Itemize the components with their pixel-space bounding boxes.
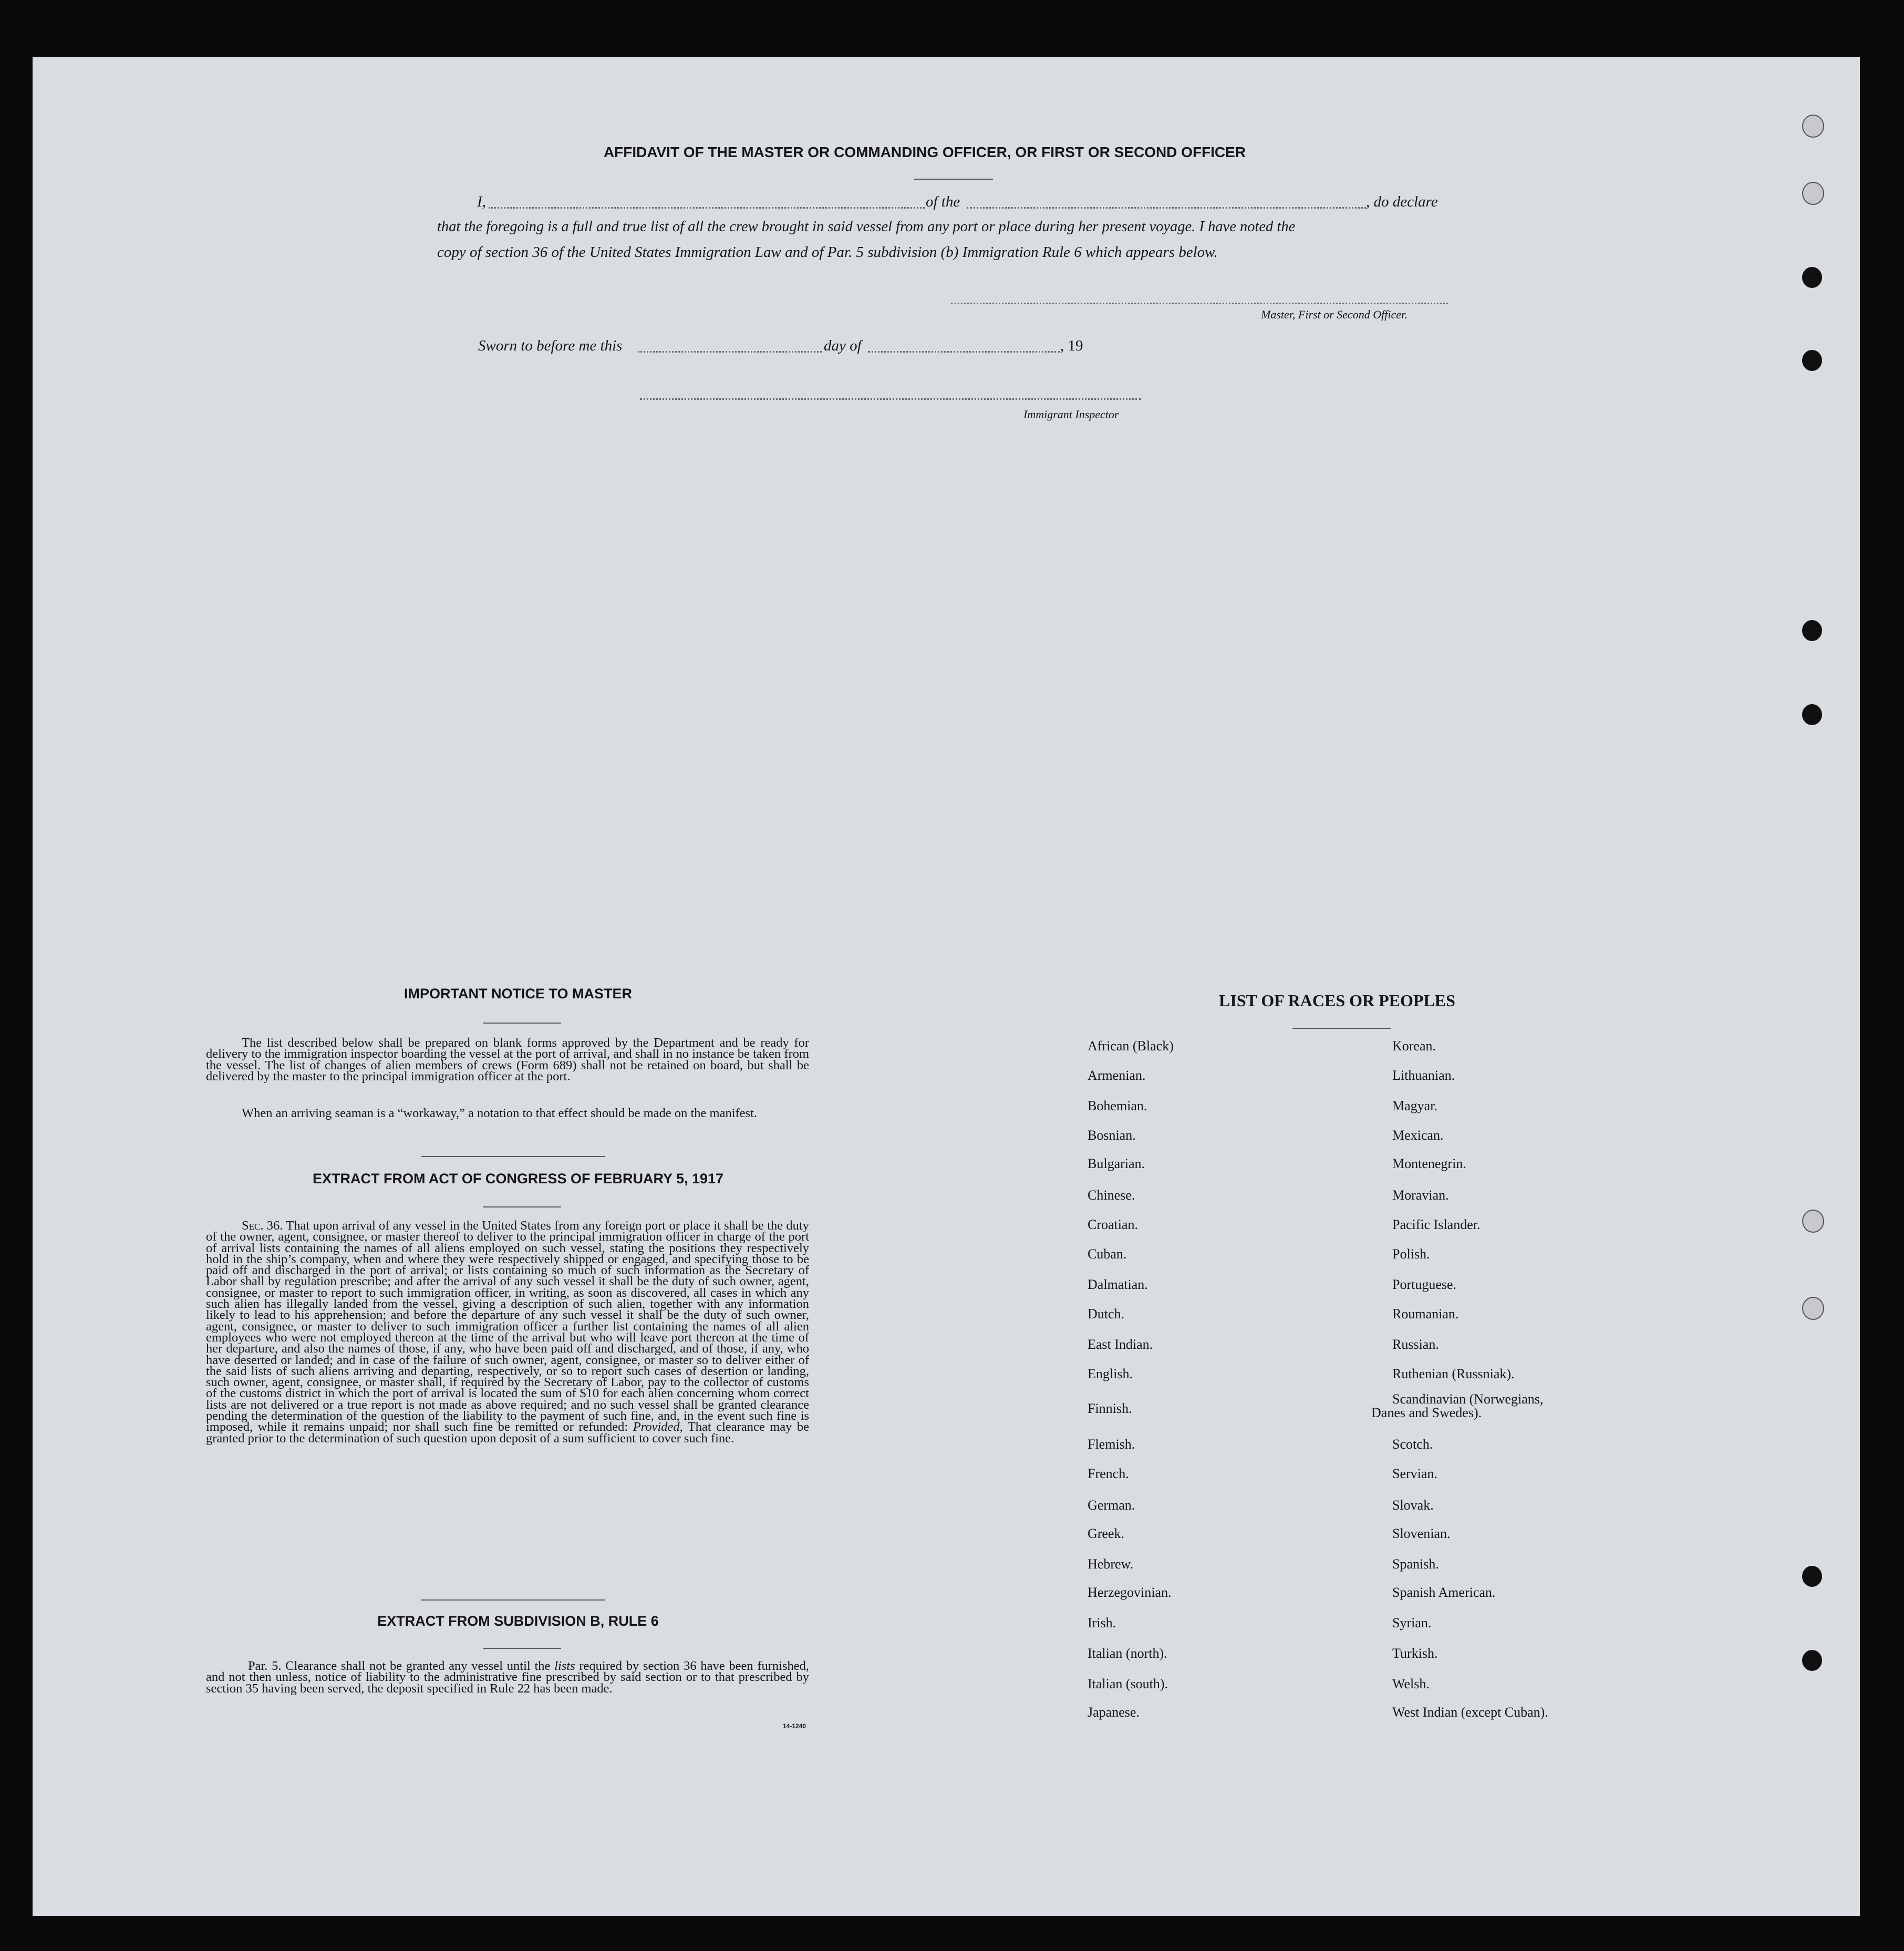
proviso-label: Provided, — [633, 1420, 683, 1434]
races-divider — [1292, 1028, 1391, 1029]
race-item: Polish. — [1392, 1246, 1430, 1262]
master-signature-blank — [951, 303, 1448, 304]
race-item: Scandinavian (Norwegians, — [1392, 1391, 1544, 1407]
binder-hole — [1802, 267, 1822, 288]
race-item: German. — [1088, 1498, 1135, 1513]
sworn-day-label: day of — [824, 337, 862, 354]
binder-hole — [1802, 1650, 1822, 1671]
race-item: Flemish. — [1088, 1437, 1135, 1452]
notice-title: IMPORTANT NOTICE TO MASTER — [404, 986, 632, 1002]
section-divider — [421, 1599, 605, 1601]
do-declare-label: , do declare — [1366, 193, 1438, 210]
binder-hole — [1802, 620, 1822, 641]
extract-act-title: EXTRACT FROM ACT OF CONGRESS OF FEBRUARY 5, 1917 — [312, 1171, 724, 1186]
race-item: Montenegrin. — [1392, 1156, 1466, 1171]
rule-6-text-start: Par. 5. Clearance shall not be granted any vessel until the — [248, 1659, 551, 1673]
inspector-caption: Immigrant Inspector — [1023, 408, 1119, 421]
race-item: Slovak. — [1392, 1498, 1434, 1513]
race-item: Lithuanian. — [1392, 1068, 1455, 1083]
race-item: Syrian. — [1392, 1615, 1432, 1630]
race-item: Greek. — [1088, 1526, 1125, 1541]
extract-act-divider — [483, 1206, 561, 1207]
race-item: Japanese. — [1088, 1705, 1140, 1720]
race-item: Bulgarian. — [1088, 1156, 1145, 1171]
sworn-month-blank — [868, 351, 1060, 353]
race-item: Spanish. — [1392, 1556, 1439, 1572]
section-divider — [421, 1156, 605, 1157]
race-item: Servian. — [1392, 1466, 1437, 1481]
form-number: 14-1240 — [783, 1722, 806, 1730]
binder-hole — [1802, 1210, 1824, 1233]
rule-6-lists-word: lists — [554, 1659, 575, 1673]
title-divider — [914, 179, 993, 180]
notice-paragraph-2 — [206, 1108, 809, 1119]
race-item: Finnish. — [1088, 1401, 1132, 1416]
extract-rule-title: EXTRACT FROM SUBDIVISION B, RULE 6 — [377, 1613, 659, 1629]
race-item: Ruthenian (Russniak). — [1392, 1366, 1515, 1381]
rule-6-text-rest: required by section 36 have been furnished, and not then unless, notice of liability to the administrative fine prescribed by said section or to that prescribed by section 35 having been served, the deposit specified in Rule 22 has been made. — [206, 1659, 809, 1696]
race-item: Italian (north). — [1088, 1646, 1167, 1661]
race-item: Roumanian. — [1392, 1306, 1459, 1322]
race-item: Dalmatian. — [1088, 1277, 1148, 1292]
race-item: West Indian (except Cuban). — [1392, 1705, 1548, 1720]
inspector-signature-blank — [640, 398, 1141, 400]
race-item: Welsh. — [1392, 1676, 1430, 1691]
extract-rule-divider — [483, 1648, 561, 1649]
race-item: Spanish American. — [1392, 1585, 1496, 1600]
binder-hole — [1802, 350, 1822, 371]
binder-hole — [1802, 1566, 1822, 1587]
race-item: English. — [1088, 1366, 1133, 1381]
race-item: Cuban. — [1088, 1246, 1127, 1262]
race-item: Armenian. — [1088, 1068, 1146, 1083]
race-item: Mexican. — [1392, 1128, 1444, 1143]
affidavit-line-3: copy of section 36 of the United States Immigration Law and of Par. 5 subdivision (b) Immigration Rule 6 which appears below. — [437, 244, 1218, 261]
binder-hole — [1802, 1297, 1824, 1320]
binder-hole — [1802, 704, 1822, 725]
notice-paragraph-1 — [206, 1037, 809, 1082]
proviso-text: That clearance may be granted prior to the determination of such question upon deposit of a sum sufficient to cover such fine. — [206, 1420, 809, 1446]
sworn-day-blank — [638, 351, 822, 353]
race-item: Dutch. — [1088, 1306, 1125, 1322]
race-item: Slovenian. — [1392, 1526, 1451, 1541]
race-item: Italian (south). — [1088, 1676, 1168, 1691]
binder-hole — [1802, 182, 1824, 205]
race-item: Bosnian. — [1088, 1128, 1136, 1143]
notice-divider — [483, 1023, 561, 1024]
section-36-label: Sec. 36. — [242, 1219, 283, 1233]
race-item: Irish. — [1088, 1615, 1116, 1630]
race-item: Hebrew. — [1088, 1556, 1134, 1572]
race-item: Portuguese. — [1392, 1277, 1457, 1292]
master-signature-caption: Master, First or Second Officer. — [1261, 308, 1408, 321]
notice-paragraph-2-text: When an arriving seaman is a “workaway,” a notation to that effect should be made on the manifest. — [242, 1106, 758, 1120]
affidavit-title: AFFIDAVIT OF THE MASTER OR COMMANDING OFFICER, OR FIRST OR SECOND OFFICER — [603, 144, 1246, 160]
rule-6-paragraph — [206, 1660, 809, 1694]
race-item: Chinese. — [1088, 1188, 1135, 1203]
race-item: Herzegovinian. — [1088, 1585, 1172, 1600]
race-item: Bohemian. — [1088, 1098, 1147, 1113]
race-item: Magyar. — [1392, 1098, 1437, 1113]
vessel-name-blank — [967, 207, 1366, 209]
affidavit-line-2: that the foregoing is a full and true list of all the crew brought in said vessel from any port or place during her present voyage. I have noted the — [437, 219, 1296, 235]
race-item: French. — [1088, 1466, 1129, 1481]
race-item: Moravian. — [1392, 1188, 1449, 1203]
sworn-prefix: Sworn to before me this — [478, 337, 623, 354]
of-the-label: of the — [926, 193, 960, 210]
notice-paragraph-1-text: The list described below shall be prepared on blank forms approved by the Department and be ready for delivery to the immigration inspector boarding the vessel at the port of arrival, and shall in no instance be taken from the vessel. The list of changes of alien members of crews (Form 689) shall not be retained on board, but shall be delivered by the master to the principal immigration officer at the port. — [206, 1036, 809, 1083]
race-item: Scotch. — [1392, 1437, 1433, 1452]
race-item: East Indian. — [1088, 1337, 1153, 1352]
races-title: LIST OF RACES OR PEOPLES — [1219, 991, 1455, 1010]
scandinavian-continuation: Danes and Swedes). — [1371, 1405, 1482, 1420]
binder-hole — [1802, 115, 1824, 138]
declarant-name-blank — [489, 207, 925, 209]
sworn-year-label: , 19 — [1060, 337, 1083, 354]
race-item: Pacific Islander. — [1392, 1217, 1481, 1232]
race-item: Korean. — [1392, 1038, 1436, 1054]
race-item: Turkish. — [1392, 1646, 1438, 1661]
section-36-text — [206, 1220, 809, 1444]
declarant-prefix: I, — [477, 193, 486, 210]
race-item: Russian. — [1392, 1337, 1439, 1352]
race-item: Croatian. — [1088, 1217, 1139, 1232]
section-36-body: That upon arrival of any vessel in the United States from any foreign port or place it shall be the duty of the owner, agent, consignee, or master thereof to deliver to the principal immigration officer in charge of the port of arrival lists containing the names of all aliens employed on such vessel, stating the positions they respectively hold in the ship’s company, when and where they were respectively shipped or engaged, and specifying those to be paid off and discharged in the port of arrival; or lists containing so much of such information as the Secretary of Labor shall by regulation prescribe; and after the arrival of any such vessel it shall be the duty of such owner, agent, consignee, or master to report to such immigration officer, in writing, as soon as discovered, all cases in which any such alien has illegally landed from the vessel, giving a description of such alien, together with any information likely to lead to his apprehension; and before the departure of any such vessel it shall be the duty of such owner, agent, consignee, or master to deliver to such immigration officer a further list containing the names of all alien employees who were not employed thereon at the time of the arrival but who will leave port thereon at the time of her departure, and also the names of those, if any, who have been paid off and discharged, and of those, if any, who have deserted or landed; and in case of the failure of such owner, agent, consignee, or master so to deliver either of the said lists of such aliens arriving and departing, respectively, or so to report such cases of desertion or landing, such owner, agent, consignee, or master shall, if required by the Secretary of Labor, pay to the collector of customs of the customs district in which the port of arrival is located the sum of $10 for each alien concerning whom correct lists are not delivered or a true report is not made as above required; and no such vessel shall be granted clearance pending the determination of the question of the liability to the payment of such fine, and, in the event such fine is imposed, while it remains unpaid; nor shall such fine be remitted or refunded: — [206, 1219, 809, 1434]
race-item: African (Black) — [1088, 1038, 1174, 1054]
